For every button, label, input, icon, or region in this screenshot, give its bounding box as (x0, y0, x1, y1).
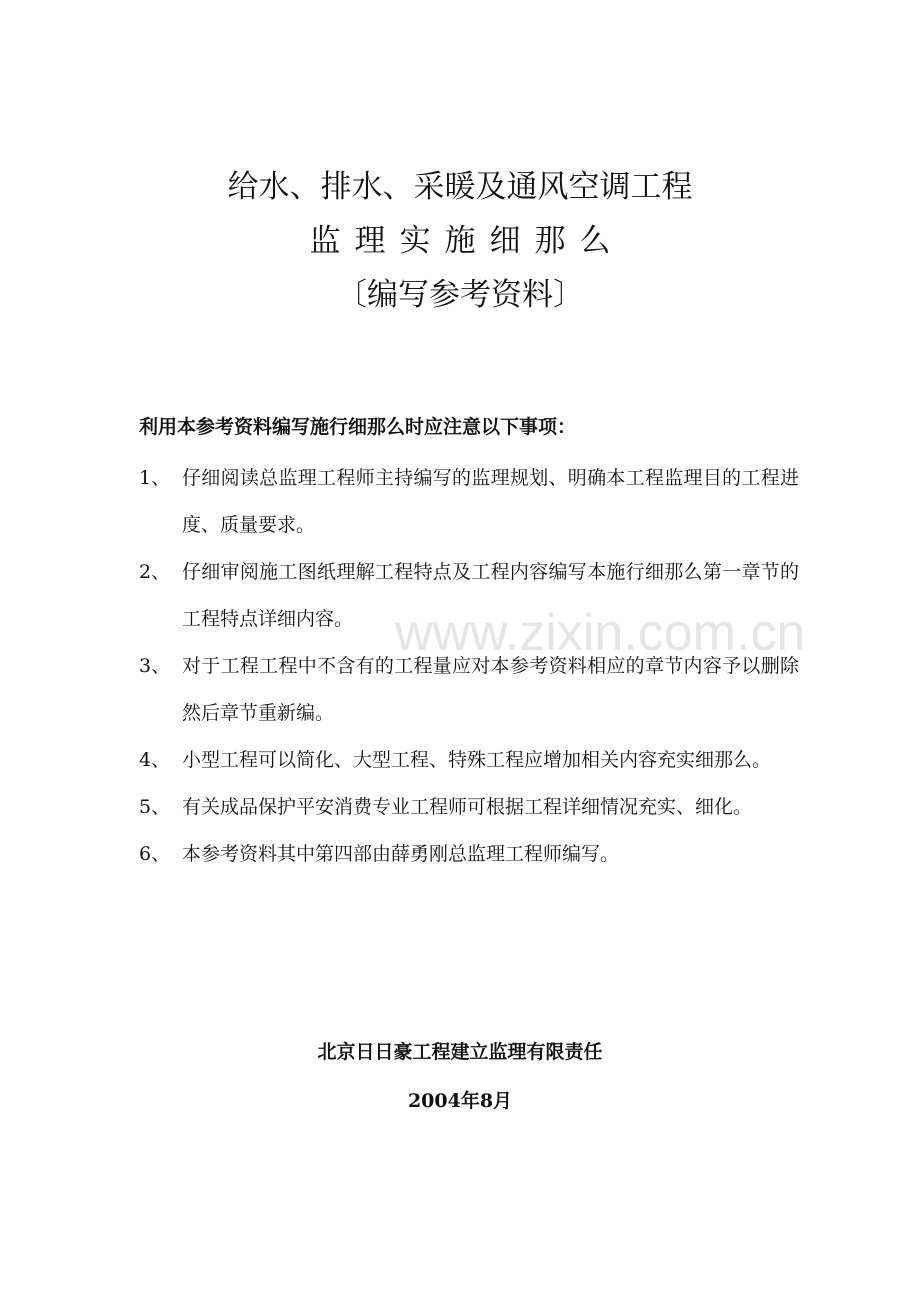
list-item (139, 549, 799, 643)
list-item (139, 737, 799, 784)
notice-heading: 利用本参考资料编写施行细那么时应注意以下事项： (139, 416, 577, 438)
item-text: 有关成品保护平安消费专业工程师可根据工程详细情况充实、细化。 (182, 796, 753, 818)
document-subtitle: 监理实施细那么 (309, 223, 625, 259)
item-text: 仔细阅读总监理工程师主持编写的监理规划、明确本工程监理目的工程进度、质量要求。 (182, 467, 799, 536)
item-text: 本参考资料其中第四部由薛勇刚总监理工程师编写。 (182, 843, 620, 865)
item-number: 4、 (139, 749, 171, 771)
item-number: 5、 (139, 796, 171, 818)
company-name: 北京日日豪工程建立监理有限责任 (317, 1041, 603, 1063)
item-text: 对于工程工程中不含有的工程量应对本参考资料相应的章节内容予以删除然后章节重新编。 (182, 655, 799, 724)
list-item (139, 784, 799, 831)
watermark: www.zixin.com.cn (395, 604, 806, 662)
item-number: 3、 (139, 655, 171, 677)
item-text: 小型工程可以简化、大型工程、特殊工程应增加相关内容充实细那么。 (182, 749, 772, 771)
item-text: 仔细审阅施工图纸理解工程特点及工程内容编写本施行细那么第一章节的工程特点详细内容。 (182, 561, 799, 630)
title-block (0, 160, 920, 322)
list-item (139, 643, 799, 737)
notice-list (139, 455, 799, 878)
list-item (139, 831, 799, 878)
item-number: 6、 (139, 843, 171, 865)
item-number: 1、 (139, 467, 171, 489)
list-item (139, 455, 799, 549)
document-title: 给水、排水、采暖及通风空调工程 (227, 169, 693, 205)
document-note: 〔编写参考资料〕 (336, 277, 584, 313)
document-date: 2004年8月 (407, 1090, 513, 1112)
item-number: 2、 (139, 561, 171, 583)
